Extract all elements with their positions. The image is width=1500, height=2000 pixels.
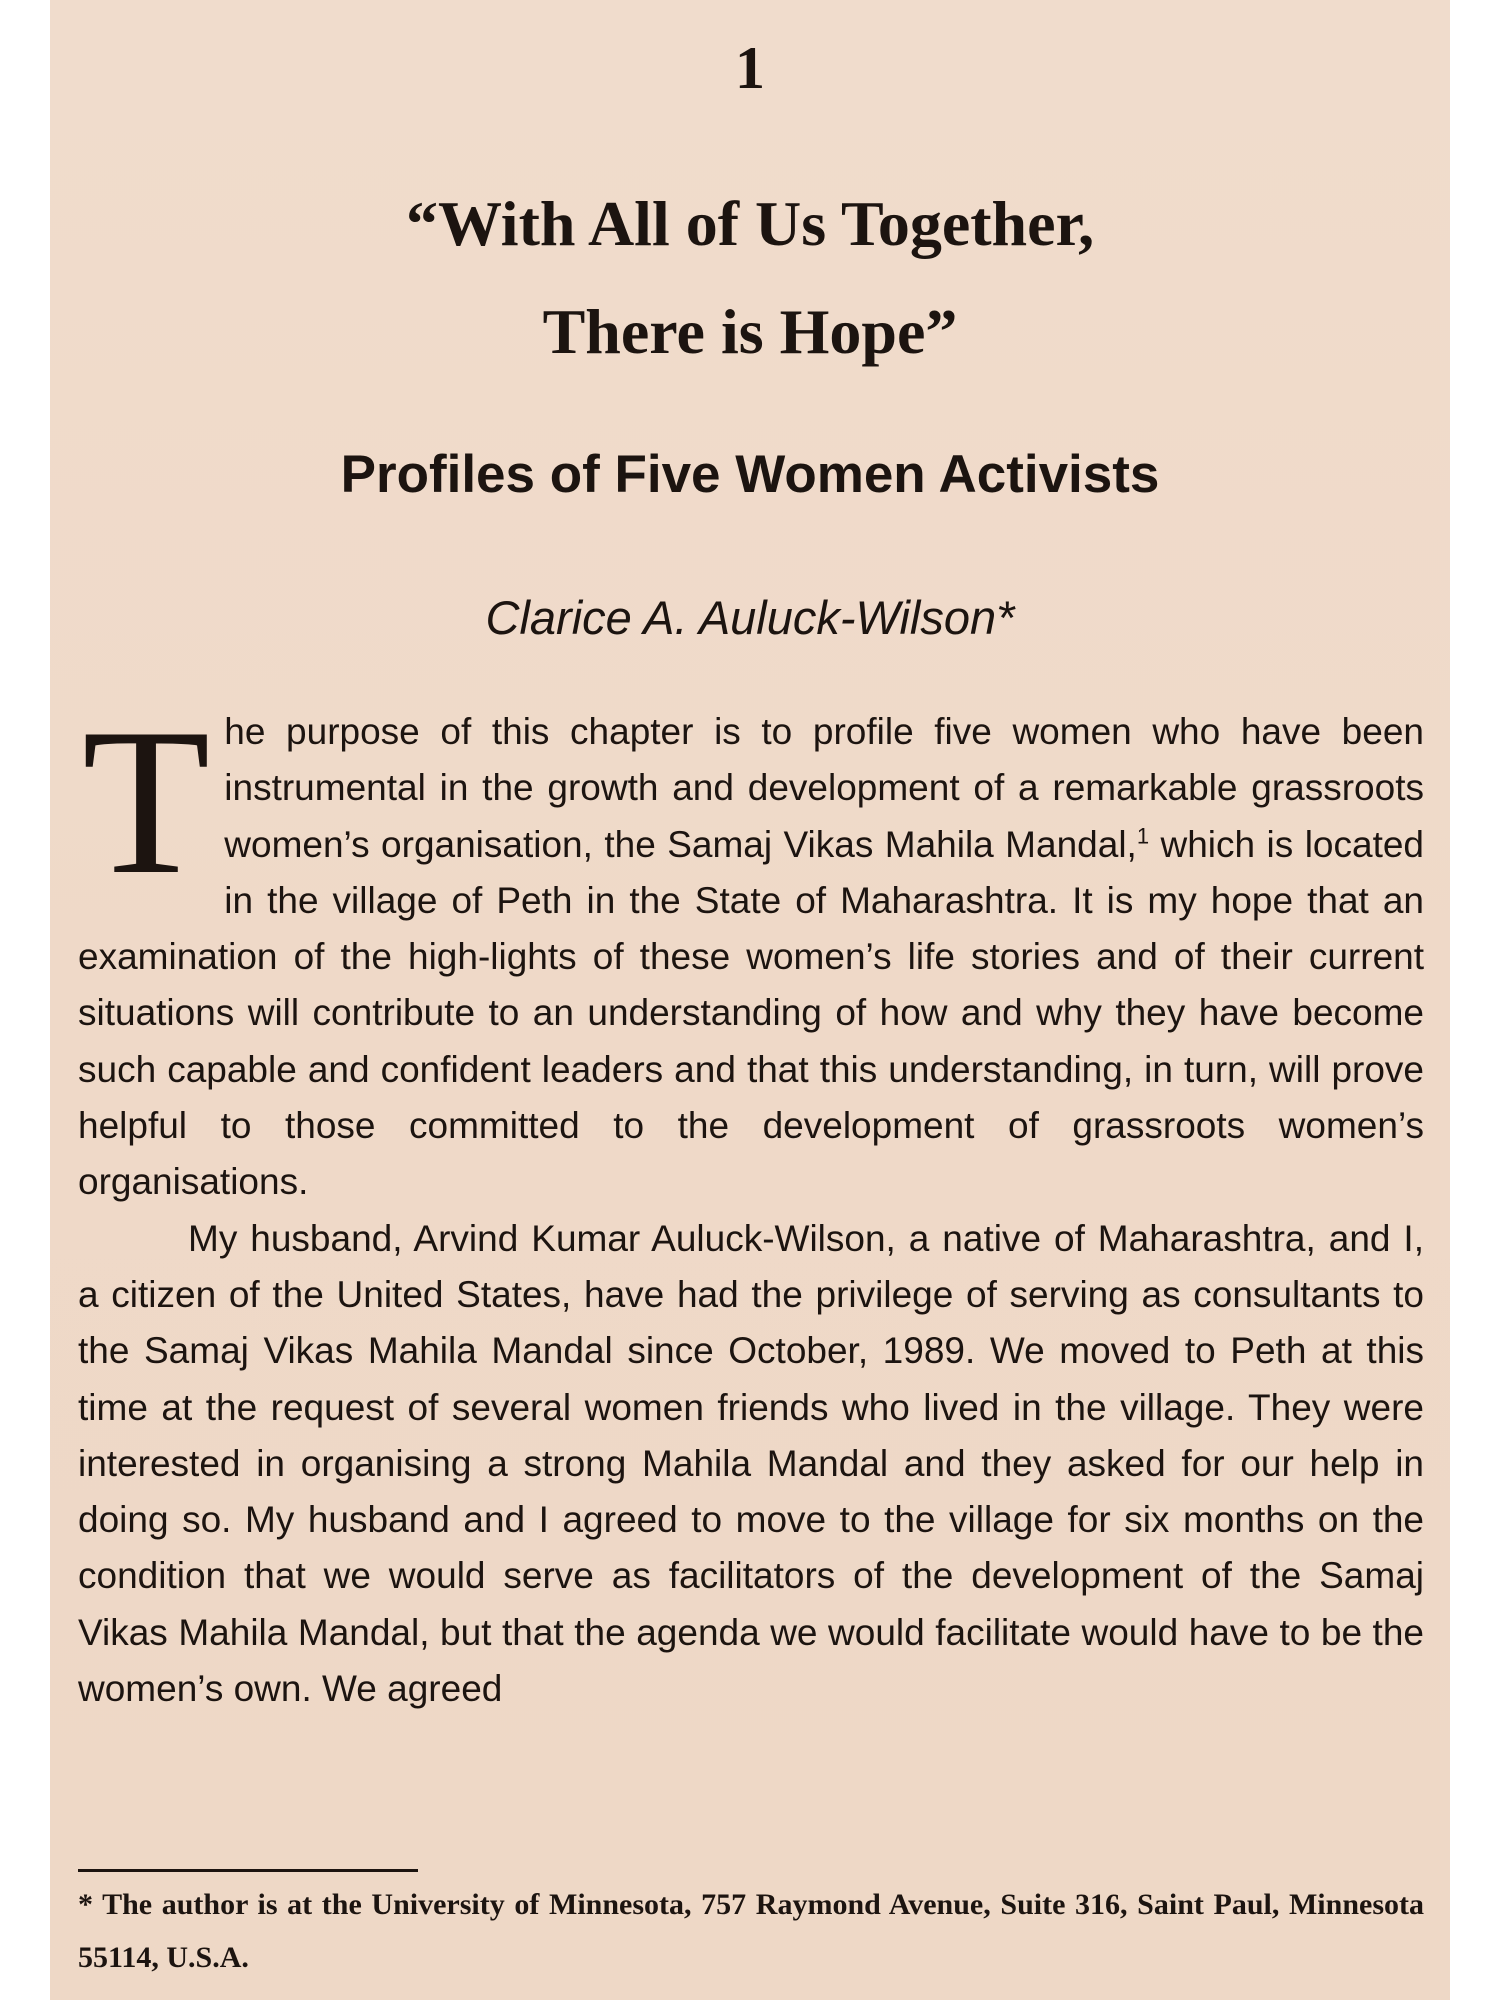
author-name: Clarice A. Auluck-Wilson* bbox=[485, 591, 1015, 644]
paragraph-1-text-a: he purpose of this chapter is to profile five women who have been instrumental in the growth and development of a remarkable grassroots women’s organisation, the Samaj Vikas Mahila Mandal, bbox=[224, 711, 1424, 865]
footnote-text: * The author is at the University of Minnesota, 757 Raymond Avenue, Suite 316, Saint Paul, Minnesota 55114, U.S.A. bbox=[78, 1888, 1424, 1974]
footnote-reference: 1 bbox=[1136, 823, 1150, 849]
chapter-title bbox=[50, 170, 1450, 386]
drop-cap: T bbox=[82, 686, 211, 918]
paragraph-1 bbox=[78, 686, 1425, 1211]
chapter-title-line-1: “With All of Us Together, bbox=[405, 188, 1095, 259]
chapter-subtitle: Profiles of Five Women Activists bbox=[340, 445, 1160, 504]
paragraph-2: My husband, Arvind Kumar Auluck-Wilson, a native of Maharashtra, and I, a citizen of the United States, have had the privilege of serving as consultants to the Samaj Vikas Mahila Mandal since October, 1989. We moved to Peth at this time at the request of several women friends who lived in the village. They were interested in organising a strong Mahila Mandal and they asked for our help in doing so. My husband and I agreed to move to the village for six months on the condition that we would serve as facilitators of the development of the Samaj Vikas Mahila Mandal, but that the agenda we would facilitate would have to be the women’s own. We agreed bbox=[78, 1217, 1424, 1710]
paragraph-1-text-b: which is located in the village of Peth in the State of Maharashtra. It is my hope that an examination of the high-lights of these women’s life stories and of their current situations will contribute to an understanding of how and why they have become such capable and confident leaders and that this understanding, in turn, will prove helpful to those committed to the development of grassroots women’s organisations. bbox=[78, 823, 1425, 1203]
chapter-number: 1 bbox=[735, 35, 765, 101]
chapter-title-line-2: There is Hope” bbox=[542, 296, 958, 367]
book-page bbox=[50, 0, 1450, 2000]
footnote-divider bbox=[78, 1869, 418, 1872]
body-text bbox=[78, 686, 1425, 1717]
